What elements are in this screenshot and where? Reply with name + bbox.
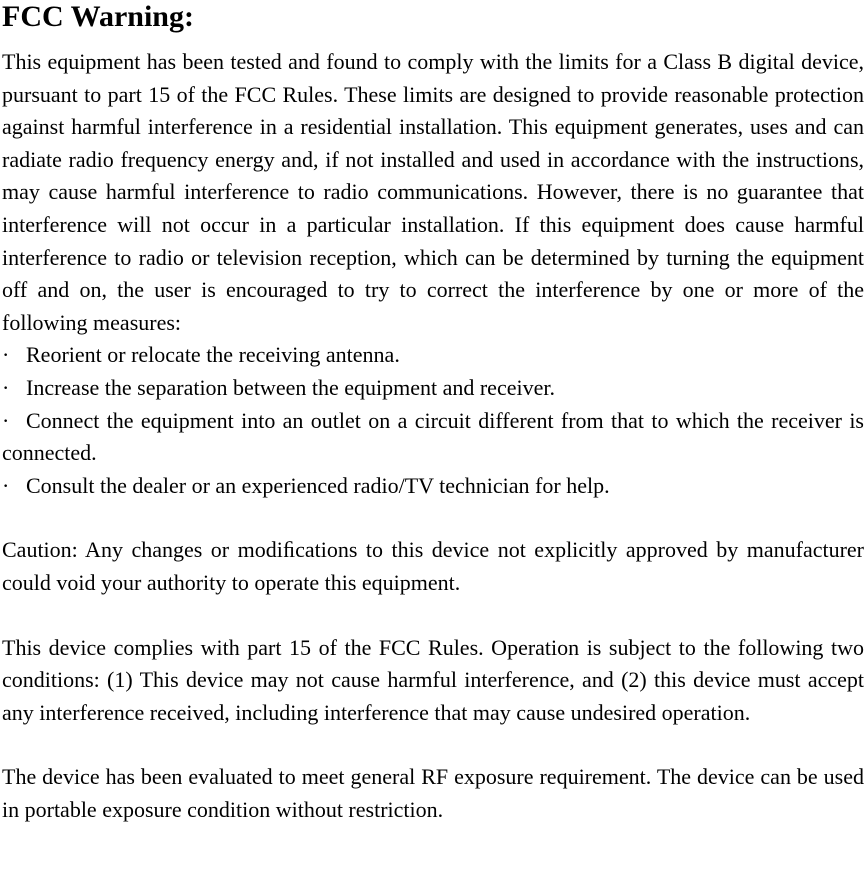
spacer: [2, 729, 864, 761]
measure-text: Increase the separation between the equipment and receiver.: [26, 374, 555, 400]
page-title: FCC Warning:: [2, 0, 194, 33]
intro-paragraph: This equipment has been tested and found to comply with the limits for a Class B digital device, pursuant to part 15 of the FCC Rules. These limits are designed to provide reasonable protection against harmful interference in a residential installation. This equipment generates, uses and can radiate radio frequency energy and, if not installed and used in accordance with the instructions, may cause harmful interference to radio communications. However, there is no guarantee that interference will not occur in a particular installation. If this equipment does cause harmful interference to radio or television reception, which can be determined by turning the equipment off and on, the user is encouraged to try to correct the interference by one or more of the following measures:: [2, 49, 864, 335]
measures-list: [2, 339, 864, 502]
spacer: [2, 600, 864, 632]
measure-text: Reorient or relocate the receiving antenna.: [26, 342, 400, 368]
measure-text: Consult the dealer or an experienced radio/TV technician for help.: [26, 472, 610, 498]
compliance-paragraph: This device complies with part 15 of the FCC Rules. Operation is subject to the following two conditions: (1) This device may not cause harmful interference, and (2) this device must accept any interference received, including interference that may cause undesired operation.: [2, 634, 864, 725]
bullet-icon: ·: [2, 472, 10, 498]
list-item: [2, 372, 864, 405]
bullet-icon: ·: [2, 342, 10, 368]
fcc-warning-document: [2, 0, 864, 826]
bullet-icon: ·: [2, 374, 10, 400]
list-item: [2, 339, 864, 372]
measure-text: Connect the equipment into an outlet on a circuit different from that to which the receiver is connected.: [2, 407, 864, 466]
list-item: [2, 470, 864, 503]
list-item: [2, 405, 864, 470]
spacer: [2, 502, 864, 534]
caution-paragraph: Caution: Any changes or modiﬁcations to this device not explicitly approved by manufacturer could void your authority to operate this equipment.: [2, 537, 864, 595]
rf-exposure-paragraph: The device has been evaluated to meet general RF exposure requirement. The device can be used in portable exposure condition without restriction.: [2, 764, 864, 822]
bullet-icon: ·: [2, 407, 10, 433]
